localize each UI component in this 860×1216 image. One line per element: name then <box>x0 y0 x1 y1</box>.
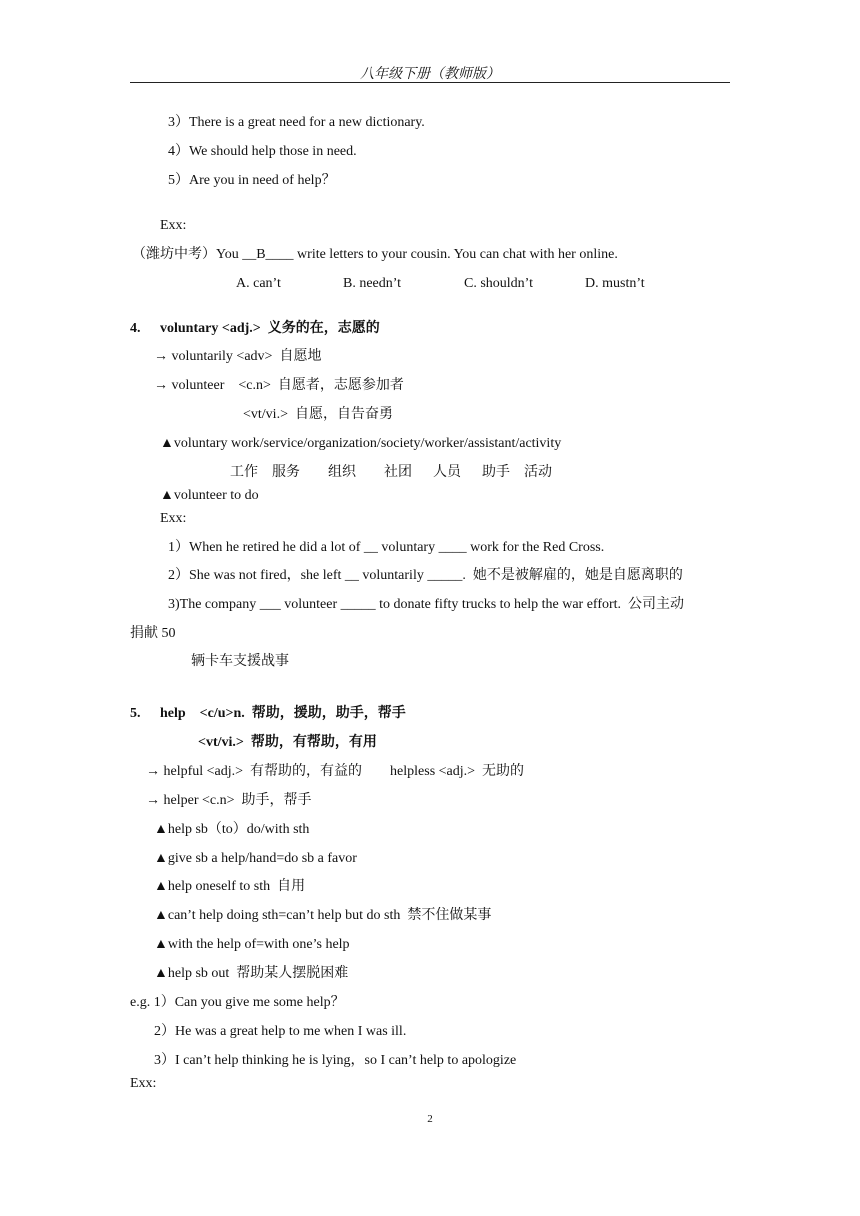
exercise-4-2: 2）She was not fired，she left __ voluntarily _____. 她不是被解雇的，她是自愿离职的 <box>168 568 683 583</box>
derivative-volunteer-verb: <vt/vi.> 自愿，自告奋勇 <box>243 407 393 422</box>
exercise-4-3-cont: 捐献 50 <box>130 626 176 641</box>
option-a: A. can’t <box>236 276 281 291</box>
section-5-heading-verb: <vt/vi.> 帮助，有帮助，有用 <box>198 735 377 750</box>
exercise-label: Exx: <box>160 218 187 233</box>
example-need-5: 5）Are you in need of help？ <box>168 173 336 188</box>
page-number: 2 <box>427 1113 433 1125</box>
derivative-volunteer-noun: → volunteer <c.n> 自愿者，志愿参加者 <box>154 378 404 393</box>
example-help-1: e.g. 1）Can you give me some help？ <box>130 995 345 1010</box>
example-help-2: 2）He was a great help to me when I was ill. <box>154 1024 407 1039</box>
option-d: D. mustn’t <box>585 276 645 291</box>
exercise-weifang: （潍坊中考）You __B____ write letters to your cousin. You can chat with her online. <box>132 247 618 262</box>
derivative-helper: → helper <c.n> 助手，帮手 <box>146 793 312 808</box>
phrase-voluntary-collocations: ▲voluntary work/service/organization/society/worker/assistant/activity <box>160 436 562 451</box>
phrase-give-sb-a-help: ▲give sb a help/hand=do sb a favor <box>154 851 357 866</box>
header-rule <box>130 82 730 83</box>
phrase-voluntary-translations: 工作 服务 组织 社团 人员 助手 活动 <box>230 465 552 480</box>
section-4-heading: voluntary <adj.> 义务的在，志愿的 <box>160 321 380 336</box>
page-header-title: 八年级下册（教师版） <box>360 67 500 82</box>
phrase-help-oneself: ▲help oneself to sth 自用 <box>154 879 306 894</box>
exercise-label: Exx: <box>160 511 187 526</box>
phrase-with-the-help-of: ▲with the help of=with one’s help <box>154 937 350 952</box>
option-b: B. needn’t <box>343 276 402 291</box>
exercise-4-3-cont2: 辆卡车支援战事 <box>191 654 289 669</box>
phrase-help-sb: ▲help sb（to）do/with sth <box>154 822 310 837</box>
derivative-voluntarily: → voluntarily <adv> 自愿地 <box>154 349 322 364</box>
derivative-helpful-helpless: → helpful <adj.> 有帮助的，有益的 helpless <adj.> 无助的 <box>146 764 525 779</box>
section-5-number: 5. <box>130 706 141 721</box>
example-need-3: 3）There is a great need for a new dictionary. <box>168 115 425 130</box>
phrase-cant-help: ▲can’t help doing sth=can’t help but do sth 禁不住做某事 <box>154 908 492 923</box>
section-5-heading: help <c/u>n. 帮助，援助，助手，帮手 <box>160 706 406 721</box>
phrase-volunteer-to-do: ▲volunteer to do <box>160 488 259 503</box>
section-4-number: 4. <box>130 321 141 336</box>
phrase-help-sb-out: ▲help sb out 帮助某人摆脱困难 <box>154 966 349 981</box>
example-help-3: 3）I can’t help thinking he is lying，so I can’t help to apologize <box>154 1053 517 1068</box>
option-c: C. shouldn’t <box>464 276 533 291</box>
example-need-4: 4）We should help those in need. <box>168 144 357 159</box>
exercise-4-1: 1）When he retired he did a lot of __ voluntary ____ work for the Red Cross. <box>168 540 605 555</box>
exercise-4-3: 3)The company ___ volunteer _____ to donate fifty trucks to help the war effort. 公司主动 <box>168 597 685 612</box>
exercise-label: Exx: <box>130 1076 157 1091</box>
